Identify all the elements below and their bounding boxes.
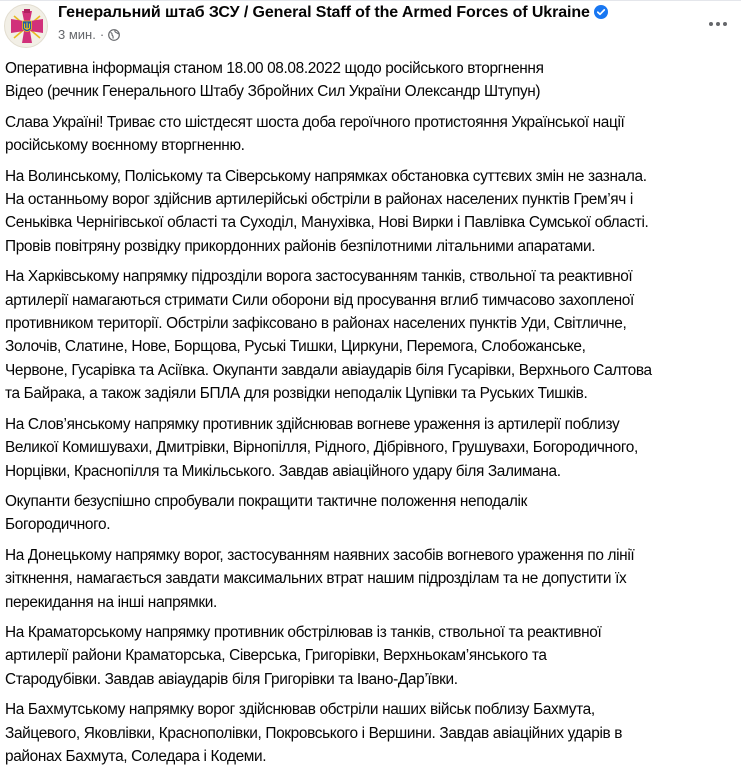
more-dot-icon xyxy=(723,22,727,26)
page-name[interactable] xyxy=(58,4,608,22)
post-paragraph-kramatorsk xyxy=(5,621,738,691)
post-header xyxy=(0,0,741,52)
post-line: Стародубівки. Завдав авіаударів біля Григорівки та Івано-Дар’ївки. xyxy=(5,670,458,688)
post-paragraph-kharkiv xyxy=(5,265,738,405)
general-staff-emblem-icon xyxy=(5,5,48,48)
post-paragraph-occupants-bohorodychne xyxy=(5,490,738,537)
post-line: На Харківському напрямку підрозділи ворога застосуванням танків, ствольної та реактивної xyxy=(5,268,633,286)
post-line: Зайцевого, Яковлівки, Краснополівки, Покровського і Вершини. Завдав авіаційних ударів в xyxy=(5,724,623,742)
post-line: російському воєнному вторгненню. xyxy=(5,137,245,155)
post-line: Оперативна інформація станом 18.00 08.08.2022 щодо російського вторгнення xyxy=(5,60,544,77)
post-paragraph-bakhmut xyxy=(5,698,738,768)
post-line: Провів повітряну розвідку прикордонних районів безпілотними літальними апаратами. xyxy=(5,237,596,255)
post-line: артилерії райони Краматорська, Сіверська, Григорівки, Верхньокам’янського та xyxy=(5,647,547,665)
post-line: На Бахмутському напрямку ворог здійснював обстріли наших військ поблизу Бахмута, xyxy=(5,701,595,719)
post-paragraph-intro xyxy=(5,111,738,158)
post-line: противником території. Обстріли зафіксовано в районах населених пунктів Уди, Світличне, xyxy=(5,315,627,333)
post-line: районах Бахмута, Соледара і Кодеми. xyxy=(5,747,267,765)
post-body xyxy=(5,57,738,775)
post-line: На Краматорському напрямку противник обстрілював із танків, ствольної та реактивної xyxy=(5,623,602,641)
post-paragraph-volyn-polissia-siversk xyxy=(5,165,738,259)
post-timestamp[interactable]: 3 мин. xyxy=(58,27,96,42)
verified-badge-icon xyxy=(594,5,608,19)
post-line: артилерії намагаються стримати Сили оборони від просування вглиб тимчасово захопленої xyxy=(5,291,634,309)
post-line: Богородичного. xyxy=(5,516,111,534)
page-name-text[interactable]: Генеральний штаб ЗСУ / General Staff of the Armed Forces of Ukraine xyxy=(58,4,590,21)
post-paragraph-sloviansk xyxy=(5,413,738,483)
avatar[interactable] xyxy=(4,4,48,48)
more-dot-icon xyxy=(716,22,720,26)
post-line: Червоне, Гусарівка та Асіївка. Окупанти завдали авіаударів біля Гусарівки, Верхнього Салтова xyxy=(5,361,652,379)
meta-separator: · xyxy=(99,27,105,42)
post-line: Окупанти безуспішно спробували покращити тактичне положення неподалік xyxy=(5,492,527,510)
post-line: Сеньківка Чернігівської області та Суходіл, Манухівка, Нові Вирки і Павлівка Сумської області. xyxy=(5,214,649,232)
post-paragraph-donetsk xyxy=(5,544,738,614)
globe-icon[interactable] xyxy=(108,29,120,41)
more-dot-icon xyxy=(709,22,713,26)
post-line: На Донецькому напрямку ворог, застосуванням наявних засобів вогневого ураження по лінії xyxy=(5,546,635,564)
post-line: зіткнення, намагається завдати максимальних втрат нашим підрозділам та не допустити їх xyxy=(5,570,627,588)
post-line: На Слов’янському напрямку противник здійснював вогневе ураження із артилерії поблизу xyxy=(5,415,620,433)
post-line: Відео (речник Генерального Штабу Збройних Сил України Олександр Штупун) xyxy=(5,83,541,101)
post-line: Великої Комишувахи, Дмитрівки, Вірнопілля, Рідного, Дібрівного, Грушувахи, Богородичного, xyxy=(5,439,638,457)
post-line: На Волинському, Поліському та Сіверському напрямках обстановка суттєвих змін не зазнала. xyxy=(5,167,647,185)
post-line: Слава Україні! Триває сто шістдесят шоста доба героїчного протистояння Української нації xyxy=(5,113,625,131)
post-line: та Байрака, а також задіяли БПЛА для розвідки неподалік Цупівки та Руських Тишків. xyxy=(5,385,588,403)
post-line: Норцівки, Краснопілля та Микільського. Завдав авіаційного удару біля Залимана. xyxy=(5,462,561,480)
more-options-button[interactable] xyxy=(700,14,736,34)
post-meta xyxy=(58,27,120,42)
post-line: Золочів, Слатине, Нове, Борщова, Руські Тишки, Циркуни, Перемога, Слобожанське, xyxy=(5,338,586,356)
post-line: На останньому ворог здійснив артилерійські обстріли в районах населених пунктів Грем’яч і xyxy=(5,191,633,209)
post-paragraph-headline xyxy=(5,57,738,104)
post-line: перекидання на інші напрямки. xyxy=(5,593,217,611)
